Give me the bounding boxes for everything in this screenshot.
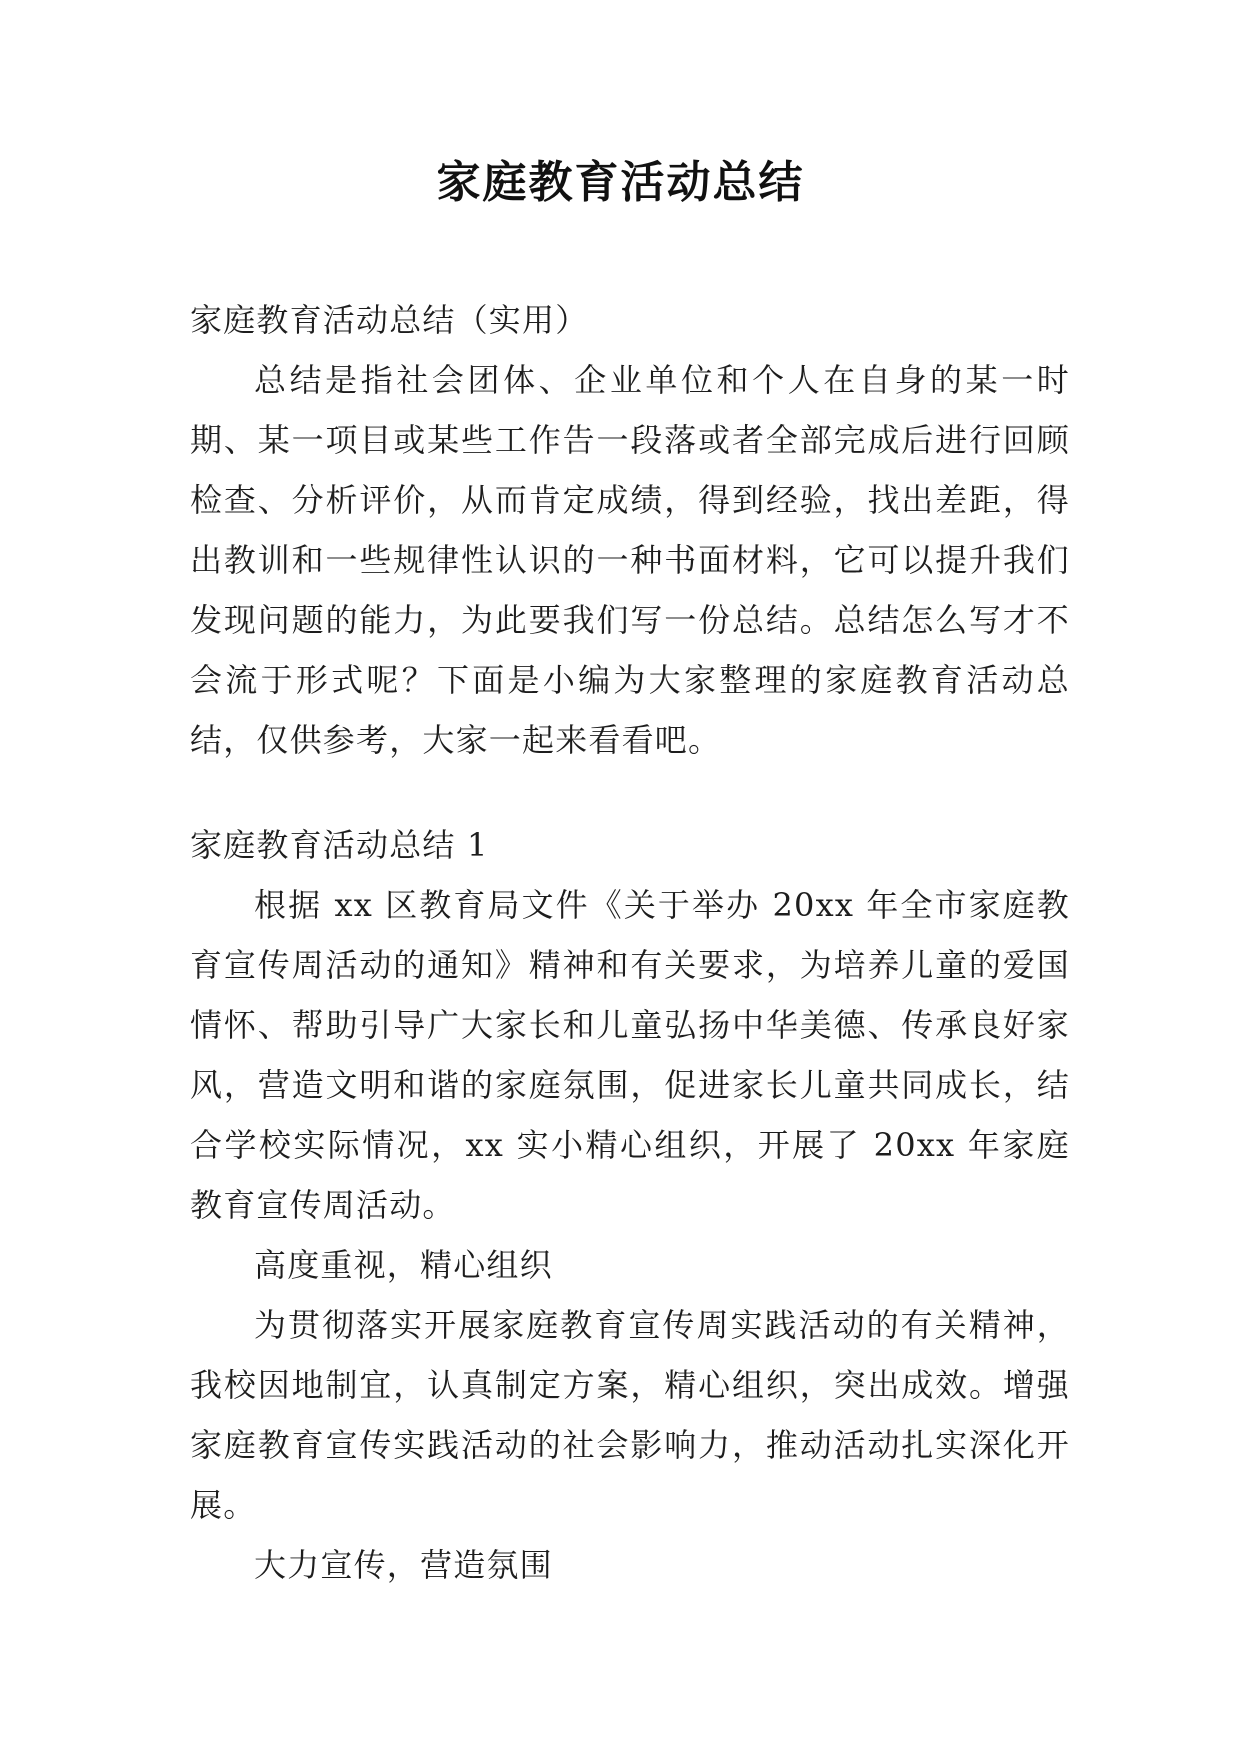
intro-heading: 家庭教育活动总结（实用）	[190, 301, 589, 339]
intro-section	[190, 290, 1070, 770]
document-title: 家庭教育活动总结	[436, 157, 805, 208]
section-1-paragraph-1: 根据 xx 区教育局文件《关于举办 20xx 年全市家庭教育宣传周活动的通知》精神和有关要求，为培养儿童的爱国情怀、帮助引导广大家长和儿童弘扬中华美德、传承良好家风，营造文明和谐的家庭氛围，促进家长儿童共同成长，结合学校实际情况，xx 实小精心组织，开展了 20xx 年家庭教育宣传周活动。	[190, 886, 1070, 1224]
intro-paragraph: 总结是指社会团体、企业单位和个人在自身的某一时期、某一项目或某些工作告一段落或者全部完成后进行回顾检查、分析评价，从而肯定成绩，得到经验，找出差距，得出教训和一些规律性认识的一种书面材料，它可以提升我们发现问题的能力，为此要我们写一份总结。总结怎么写才不会流于形式呢？下面是小编为大家整理的家庭教育活动总结，仅供参考，大家一起来看看吧。	[190, 361, 1070, 759]
section-1-subheading-2: 大力宣传，营造氛围	[254, 1546, 553, 1584]
section-1-heading: 家庭教育活动总结 1	[190, 826, 489, 864]
section-1-subheading-1: 高度重视，精心组织	[254, 1246, 553, 1284]
section-1-paragraph-2: 为贯彻落实开展家庭教育宣传周实践活动的有关精神，我校因地制宜，认真制定方案，精心组织，突出成效。增强家庭教育宣传实践活动的社会影响力，推动活动扎实深化开展。	[190, 1306, 1070, 1524]
section-1	[190, 815, 1070, 1595]
